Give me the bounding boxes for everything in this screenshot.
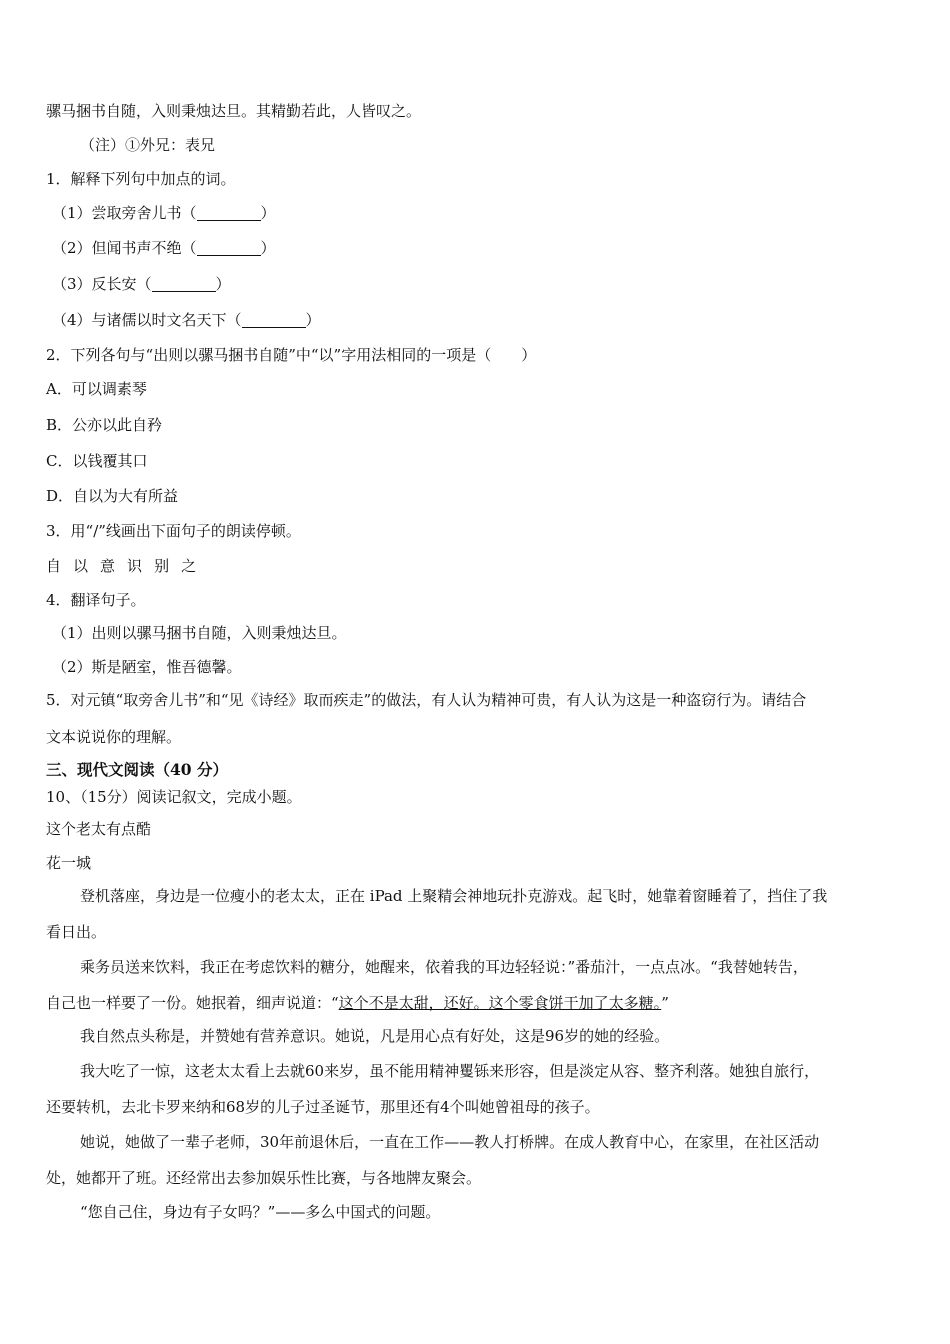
article-author: 花一城 (46, 854, 92, 872)
question-5-line-2: 文本说说你的理解。 (46, 728, 182, 746)
question-5-line-1: 5．对元镇“取旁舍儿书”和“见《诗经》取而疾走”的做法，有人认为精神可贵，有人认为这是一种盗窃行为。请结合 (46, 691, 807, 709)
paragraph-1-line-1: 登机落座，身边是一位瘦小的老太太，正在 iPad 上聚精会神地玩扑克游戏。起飞时，她靠着窗睡着了，挡住了我 (80, 887, 828, 905)
paragraph-5-line-1: 她说，她做了一辈子老师，30年前退休后，一直在工作——教人打桥牌。在成人教育中心，在家里，在社区活动 (80, 1133, 820, 1151)
question-1-item: （4）与诸儒以时文名天下（ ） (52, 311, 321, 329)
question-1-stem: 1．解释下列句中加点的词。 (46, 170, 236, 188)
paragraph-4-line-2: 还要转机，去北卡罗来纳和68岁的儿子过圣诞节，那里还有4个叫她曾祖母的孩子。 (46, 1098, 600, 1116)
question-2-stem: 2．下列各句与“出则以骡马捆书自随”中“以”字用法相同的一项是（ ） (46, 346, 537, 364)
paragraph-6: “您自己住，身边有子女吗？”——多么中国式的问题。 (80, 1203, 441, 1221)
passage-tail: 骡马捆书自随，入则秉烛达旦。其精勤若此，人皆叹之。 (46, 102, 422, 120)
answer-blank[interactable] (197, 239, 261, 256)
question-1-item: （1）尝取旁舍儿书（ ） (52, 204, 276, 222)
question-4-item: （1）出则以骡马捆书自随，入则秉烛达旦。 (52, 624, 347, 642)
paragraph-4-line-1: 我大吃了一惊，这老太太看上去就60来岁，虽不能用精神矍铄来形容，但是淡定从容、整齐利落。她独自旅行， (80, 1062, 820, 1080)
question-1-item: （2）但闻书声不绝（ ） (52, 239, 276, 257)
paragraph-2-line-1: 乘务员送来饮料，我正在考虑饮料的糖分，她醒来，依着我的耳边轻轻说：”番茄汁，一点点冰。“我替她转告， (80, 958, 808, 976)
paragraph-5-line-2: 处，她都开了班。还经常出去参加娱乐性比赛，与各地牌友聚会。 (46, 1169, 482, 1187)
answer-blank[interactable] (197, 204, 261, 221)
question-3-stem: 3．用“/”线画出下面句子的朗读停顿。 (46, 522, 301, 540)
article-title: 这个老太有点酷 (46, 820, 152, 838)
option-c: C．以钱覆其口 (46, 452, 148, 470)
paragraph-3: 我自然点头称是，并赞她有营养意识。她说，凡是用心点有好处，这是96岁的她的经验。 (80, 1027, 670, 1045)
question-4-item: （2）斯是陋室，惟吾德馨。 (52, 658, 242, 676)
answer-blank[interactable] (242, 311, 306, 328)
option-b: B．公亦以此自矜 (46, 416, 163, 434)
question-1-item: （3）反长安（ ） (52, 275, 231, 293)
underlined-quote: 这个不是太甜，还好。这个零食饼干加了太多糖。 (338, 994, 662, 1012)
section-heading: 三、现代文阅读（40 分） (46, 760, 228, 779)
question-10-stem: 10、（15分）阅读记叙文，完成小题。 (46, 788, 302, 806)
paragraph-2-line-2: 自己也一样要了一份。她抿着，细声说道：“这个不是太甜，还好。这个零食饼干加了太多糖。” (46, 994, 669, 1012)
option-d: D．自以为大有所益 (46, 487, 179, 505)
pause-sentence: 自 以 意 识 别 之 (46, 557, 197, 575)
question-4-stem: 4．翻译句子。 (46, 591, 146, 609)
paragraph-1-line-2: 看日出。 (46, 923, 107, 941)
option-a: A．可以调素琴 (46, 380, 147, 398)
note: （注）①外兄：表兄 (80, 136, 216, 154)
answer-blank[interactable] (152, 275, 216, 292)
